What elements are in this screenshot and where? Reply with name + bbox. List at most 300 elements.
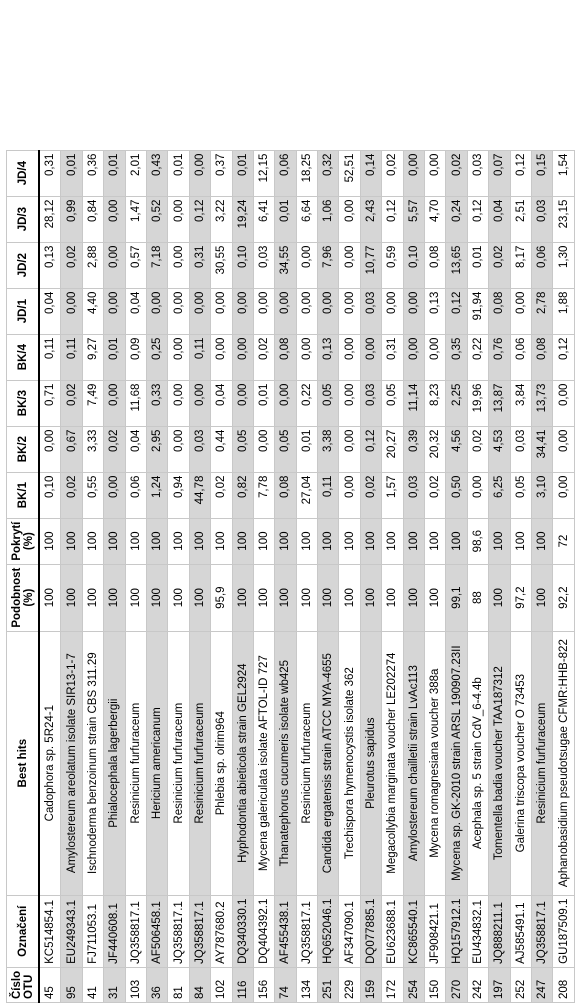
cell-otu: 95 bbox=[61, 967, 82, 1002]
cell-bk1: 0,50 bbox=[446, 472, 467, 518]
cell-best-hit: Thanatephorus cucumeris isolate wb425 bbox=[275, 631, 296, 895]
cell-coverage: 100 bbox=[403, 518, 424, 564]
cell-bk3: 0,00 bbox=[104, 380, 125, 426]
cell-coverage: 72 bbox=[553, 518, 574, 564]
cell-bk2: 0,05 bbox=[275, 426, 296, 472]
cell-coverage: 100 bbox=[339, 518, 360, 564]
cell-coverage: 100 bbox=[296, 518, 317, 564]
cell-coverage: 100 bbox=[232, 518, 253, 564]
header-jd2: JD/2 bbox=[7, 242, 40, 288]
cell-bk2: 0,02 bbox=[467, 426, 488, 472]
cell-bk4: 0,12 bbox=[553, 334, 574, 380]
cell-bk1: 0,08 bbox=[275, 472, 296, 518]
table-row bbox=[510, 150, 531, 1002]
cell-accession: GU187509.1 bbox=[553, 895, 574, 967]
cell-bk2: 0,12 bbox=[360, 426, 381, 472]
cell-otu: 270 bbox=[446, 967, 467, 1002]
cell-coverage: 100 bbox=[61, 518, 82, 564]
cell-bk4: 0,22 bbox=[467, 334, 488, 380]
cell-best-hit: Amylostereum chailletii strain LvAc113 bbox=[403, 631, 424, 895]
cell-bk2: 0,00 bbox=[553, 426, 574, 472]
table-row bbox=[189, 150, 210, 1002]
cell-jd3: 0,12 bbox=[382, 196, 403, 242]
cell-bk1: 0,02 bbox=[360, 472, 381, 518]
cell-similarity: 100 bbox=[39, 564, 61, 631]
cell-best-hit: Mycena sp. GK-2010 strain ARSL 190907.23II bbox=[446, 631, 467, 895]
cell-bk1: 0,11 bbox=[318, 472, 339, 518]
cell-jd1: 91,94 bbox=[467, 288, 488, 334]
cell-coverage: 100 bbox=[253, 518, 274, 564]
cell-bk4: 0,35 bbox=[446, 334, 467, 380]
cell-accession: EU434832.1 bbox=[467, 895, 488, 967]
cell-jd3: 4,70 bbox=[425, 196, 446, 242]
cell-bk1: 27,04 bbox=[296, 472, 317, 518]
cell-coverage: 100 bbox=[531, 518, 552, 564]
cell-similarity: 92,2 bbox=[553, 564, 574, 631]
header-jd1: JD/1 bbox=[7, 288, 40, 334]
cell-bk1: 0,00 bbox=[339, 472, 360, 518]
cell-accession: JQ358817.1 bbox=[189, 895, 210, 967]
cell-jd4: 12,15 bbox=[253, 150, 274, 196]
cell-jd2: 7,96 bbox=[318, 242, 339, 288]
cell-otu: 31 bbox=[104, 967, 125, 1002]
cell-jd2: 0,59 bbox=[382, 242, 403, 288]
cell-accession: JQ358817.1 bbox=[168, 895, 189, 967]
cell-jd2: 7,18 bbox=[146, 242, 167, 288]
cell-similarity: 100 bbox=[531, 564, 552, 631]
cell-bk4: 0,25 bbox=[146, 334, 167, 380]
cell-jd4: 0,00 bbox=[403, 150, 424, 196]
header-bk3: BK/3 bbox=[7, 380, 40, 426]
cell-jd3: 2,43 bbox=[360, 196, 381, 242]
header-best-hits: Best hits bbox=[7, 631, 40, 895]
cell-bk3: 0,71 bbox=[39, 380, 61, 426]
header-bk1: BK/1 bbox=[7, 472, 40, 518]
cell-coverage: 100 bbox=[489, 518, 510, 564]
cell-bk2: 0,00 bbox=[168, 426, 189, 472]
cell-bk4: 0,00 bbox=[232, 334, 253, 380]
cell-best-hit: Mycena romagnesiana voucher 388a bbox=[425, 631, 446, 895]
table-row bbox=[489, 150, 510, 1002]
cell-jd4: 18,25 bbox=[296, 150, 317, 196]
cell-coverage: 100 bbox=[189, 518, 210, 564]
cell-accession: DQ077885.1 bbox=[360, 895, 381, 967]
cell-jd4: 0,01 bbox=[168, 150, 189, 196]
cell-jd4: 0,01 bbox=[61, 150, 82, 196]
cell-jd4: 2,01 bbox=[125, 150, 146, 196]
cell-accession: JF440608.1 bbox=[104, 895, 125, 967]
cell-jd4: 0,36 bbox=[82, 150, 103, 196]
cell-jd3: 0,12 bbox=[467, 196, 488, 242]
cell-bk4: 0,00 bbox=[403, 334, 424, 380]
cell-jd3: 0,00 bbox=[104, 196, 125, 242]
cell-accession: JQ358817.1 bbox=[125, 895, 146, 967]
cell-jd1: 2,78 bbox=[531, 288, 552, 334]
cell-otu: 229 bbox=[339, 967, 360, 1002]
cell-bk3: 0,05 bbox=[318, 380, 339, 426]
cell-bk3: 8,23 bbox=[425, 380, 446, 426]
cell-jd2: 0,08 bbox=[425, 242, 446, 288]
cell-jd1: 0,00 bbox=[510, 288, 531, 334]
cell-jd3: 0,00 bbox=[339, 196, 360, 242]
cell-bk4: 0,11 bbox=[189, 334, 210, 380]
header-jd4: JD/4 bbox=[7, 150, 40, 196]
cell-jd2: 0,00 bbox=[339, 242, 360, 288]
cell-bk3: 0,00 bbox=[168, 380, 189, 426]
cell-best-hit: Acephala sp. 5 strain CdV_6-4.4b bbox=[467, 631, 488, 895]
cell-otu: 36 bbox=[146, 967, 167, 1002]
cell-bk1: 1,24 bbox=[146, 472, 167, 518]
cell-bk1: 0,03 bbox=[403, 472, 424, 518]
cell-bk1: 0,94 bbox=[168, 472, 189, 518]
cell-otu: 150 bbox=[425, 967, 446, 1002]
cell-similarity: 100 bbox=[189, 564, 210, 631]
cell-bk3: 0,00 bbox=[339, 380, 360, 426]
cell-jd2: 0,13 bbox=[39, 242, 61, 288]
cell-bk1: 3,10 bbox=[531, 472, 552, 518]
cell-bk2: 34,41 bbox=[531, 426, 552, 472]
table-row bbox=[296, 150, 317, 1002]
table-row bbox=[39, 150, 61, 1002]
cell-otu: 247 bbox=[531, 967, 552, 1002]
cell-jd2: 0,00 bbox=[168, 242, 189, 288]
cell-similarity: 100 bbox=[275, 564, 296, 631]
cell-jd3: 0,24 bbox=[446, 196, 467, 242]
cell-jd2: 2,88 bbox=[82, 242, 103, 288]
cell-otu: 197 bbox=[489, 967, 510, 1002]
cell-bk1: 7,78 bbox=[253, 472, 274, 518]
cell-jd3: 5,57 bbox=[403, 196, 424, 242]
cell-similarity: 100 bbox=[403, 564, 424, 631]
cell-bk4: 0,13 bbox=[318, 334, 339, 380]
cell-bk2: 0,67 bbox=[61, 426, 82, 472]
cell-accession: AF506458.1 bbox=[146, 895, 167, 967]
cell-similarity: 97,2 bbox=[510, 564, 531, 631]
cell-jd1: 0,00 bbox=[253, 288, 274, 334]
cell-bk3: 0,04 bbox=[211, 380, 232, 426]
cell-jd4: 0,32 bbox=[318, 150, 339, 196]
cell-bk2: 4,56 bbox=[446, 426, 467, 472]
cell-bk2: 20,27 bbox=[382, 426, 403, 472]
cell-best-hit: Mycena galericulata isolate AFTOL-ID 727 bbox=[253, 631, 274, 895]
cell-jd3: 19,24 bbox=[232, 196, 253, 242]
cell-jd3: 0,12 bbox=[189, 196, 210, 242]
cell-jd2: 0,00 bbox=[104, 242, 125, 288]
cell-best-hit: Pleurotus sapidus bbox=[360, 631, 381, 895]
header-accession: Označení bbox=[7, 895, 40, 967]
cell-best-hit: Resinicium furfuraceum bbox=[189, 631, 210, 895]
cell-bk4: 0,31 bbox=[382, 334, 403, 380]
cell-bk4: 0,00 bbox=[296, 334, 317, 380]
cell-similarity: 100 bbox=[382, 564, 403, 631]
cell-jd4: 0,14 bbox=[360, 150, 381, 196]
cell-best-hit: Phialocephala lagerbergii bbox=[104, 631, 125, 895]
cell-bk4: 0,02 bbox=[253, 334, 274, 380]
cell-bk2: 3,38 bbox=[318, 426, 339, 472]
cell-bk4: 0,00 bbox=[360, 334, 381, 380]
table-row bbox=[125, 150, 146, 1002]
cell-bk2: 0,00 bbox=[339, 426, 360, 472]
cell-similarity: 99,1 bbox=[446, 564, 467, 631]
cell-otu: 208 bbox=[553, 967, 574, 1002]
cell-accession: JQ888211.1 bbox=[489, 895, 510, 967]
cell-jd1: 4,40 bbox=[82, 288, 103, 334]
cell-bk3: 0,02 bbox=[61, 380, 82, 426]
cell-jd4: 0,15 bbox=[531, 150, 552, 196]
cell-bk1: 0,02 bbox=[61, 472, 82, 518]
cell-jd4: 0,03 bbox=[467, 150, 488, 196]
cell-jd2: 0,10 bbox=[232, 242, 253, 288]
cell-jd1: 0,00 bbox=[61, 288, 82, 334]
table-body bbox=[39, 150, 574, 1002]
cell-jd3: 3,22 bbox=[211, 196, 232, 242]
cell-accession: KC865540.1 bbox=[403, 895, 424, 967]
cell-best-hit: Ischnoderma benzoinum strain CBS 311.29 bbox=[82, 631, 103, 895]
cell-coverage: 100 bbox=[146, 518, 167, 564]
cell-accession: AF347090.1 bbox=[339, 895, 360, 967]
cell-coverage: 98,6 bbox=[467, 518, 488, 564]
cell-similarity: 100 bbox=[125, 564, 146, 631]
cell-jd1: 0,00 bbox=[168, 288, 189, 334]
cell-bk1: 0,00 bbox=[467, 472, 488, 518]
cell-jd1: 0,00 bbox=[296, 288, 317, 334]
header-similarity: Podobnost (%) bbox=[7, 564, 40, 631]
cell-best-hit: Hyphodontia abieticola strain GEL2924 bbox=[232, 631, 253, 895]
cell-jd1: 1,88 bbox=[553, 288, 574, 334]
cell-otu: 84 bbox=[189, 967, 210, 1002]
header-otu: Číslo OTU bbox=[7, 967, 40, 1002]
cell-bk3: 0,00 bbox=[275, 380, 296, 426]
cell-bk4: 0,08 bbox=[275, 334, 296, 380]
cell-bk1: 0,05 bbox=[510, 472, 531, 518]
cell-otu: 74 bbox=[275, 967, 296, 1002]
table-row bbox=[553, 150, 574, 1002]
cell-best-hit: Trechispora hymenocystis isolate 362 bbox=[339, 631, 360, 895]
cell-jd3: 0,04 bbox=[489, 196, 510, 242]
cell-jd2: 13,65 bbox=[446, 242, 467, 288]
cell-otu: 254 bbox=[403, 967, 424, 1002]
cell-jd1: 0,00 bbox=[211, 288, 232, 334]
cell-coverage: 100 bbox=[318, 518, 339, 564]
table-row bbox=[61, 150, 82, 1002]
cell-best-hit: Phlebia sp. olrim964 bbox=[211, 631, 232, 895]
cell-jd4: 0,12 bbox=[510, 150, 531, 196]
table-row bbox=[82, 150, 103, 1002]
cell-bk2: 0,02 bbox=[104, 426, 125, 472]
cell-bk1: 0,02 bbox=[425, 472, 446, 518]
cell-similarity: 100 bbox=[425, 564, 446, 631]
cell-similarity: 100 bbox=[489, 564, 510, 631]
cell-jd4: 0,02 bbox=[446, 150, 467, 196]
cell-bk1: 0,82 bbox=[232, 472, 253, 518]
cell-bk1: 0,02 bbox=[211, 472, 232, 518]
cell-jd2: 0,02 bbox=[61, 242, 82, 288]
cell-jd1: 0,04 bbox=[125, 288, 146, 334]
cell-bk4: 0,11 bbox=[61, 334, 82, 380]
cell-jd2: 0,01 bbox=[467, 242, 488, 288]
cell-coverage: 100 bbox=[39, 518, 61, 564]
cell-jd2: 0,10 bbox=[403, 242, 424, 288]
cell-accession: JF908421.1 bbox=[425, 895, 446, 967]
cell-bk4: 0,11 bbox=[39, 334, 61, 380]
cell-otu: 251 bbox=[318, 967, 339, 1002]
cell-similarity: 100 bbox=[253, 564, 274, 631]
cell-bk1: 0,10 bbox=[39, 472, 61, 518]
cell-coverage: 100 bbox=[104, 518, 125, 564]
cell-bk3: 0,05 bbox=[382, 380, 403, 426]
cell-bk3: 0,03 bbox=[360, 380, 381, 426]
cell-similarity: 95,9 bbox=[211, 564, 232, 631]
cell-similarity: 100 bbox=[82, 564, 103, 631]
cell-bk2: 0,04 bbox=[125, 426, 146, 472]
cell-bk1: 6,25 bbox=[489, 472, 510, 518]
cell-similarity: 100 bbox=[146, 564, 167, 631]
table-row bbox=[146, 150, 167, 1002]
cell-bk3: 7,49 bbox=[82, 380, 103, 426]
cell-jd2: 8,17 bbox=[510, 242, 531, 288]
cell-jd4: 0,01 bbox=[104, 150, 125, 196]
cell-best-hit: Candida ergatensis strain ATCC MYA-4655 bbox=[318, 631, 339, 895]
cell-accession: JQ358817.1 bbox=[531, 895, 552, 967]
cell-bk1: 0,00 bbox=[553, 472, 574, 518]
cell-otu: 156 bbox=[253, 967, 274, 1002]
cell-coverage: 100 bbox=[382, 518, 403, 564]
cell-jd1: 0,00 bbox=[232, 288, 253, 334]
cell-bk4: 0,08 bbox=[531, 334, 552, 380]
cell-jd1: 0,00 bbox=[146, 288, 167, 334]
cell-accession: JQ358817.1 bbox=[296, 895, 317, 967]
table-header bbox=[7, 150, 40, 1002]
table-row bbox=[275, 150, 296, 1002]
cell-jd3: 28,12 bbox=[39, 196, 61, 242]
cell-jd4: 1,54 bbox=[553, 150, 574, 196]
cell-bk3: 13,87 bbox=[489, 380, 510, 426]
cell-otu: 252 bbox=[510, 967, 531, 1002]
cell-accession: AJ585491.1 bbox=[510, 895, 531, 967]
cell-bk4: 0,00 bbox=[425, 334, 446, 380]
table-row bbox=[467, 150, 488, 1002]
table-row bbox=[232, 150, 253, 1002]
cell-otu: 102 bbox=[211, 967, 232, 1002]
cell-coverage: 100 bbox=[425, 518, 446, 564]
cell-bk2: 0,03 bbox=[510, 426, 531, 472]
cell-jd3: 6,41 bbox=[253, 196, 274, 242]
cell-bk3: 19,96 bbox=[467, 380, 488, 426]
cell-bk2: 0,01 bbox=[296, 426, 317, 472]
cell-coverage: 100 bbox=[510, 518, 531, 564]
cell-jd4: 0,07 bbox=[489, 150, 510, 196]
cell-bk2: 0,39 bbox=[403, 426, 424, 472]
table-row bbox=[531, 150, 552, 1002]
cell-similarity: 100 bbox=[232, 564, 253, 631]
cell-bk1: 0,06 bbox=[125, 472, 146, 518]
cell-bk2: 4,53 bbox=[489, 426, 510, 472]
cell-bk1: 1,57 bbox=[382, 472, 403, 518]
cell-best-hit: Hericium americanum bbox=[146, 631, 167, 895]
table-row bbox=[425, 150, 446, 1002]
cell-bk3: 0,22 bbox=[296, 380, 317, 426]
cell-bk4: 0,76 bbox=[489, 334, 510, 380]
cell-bk4: 0,00 bbox=[211, 334, 232, 380]
cell-jd3: 2,51 bbox=[510, 196, 531, 242]
cell-jd3: 23,15 bbox=[553, 196, 574, 242]
cell-best-hit: Resinicium furfuraceum bbox=[296, 631, 317, 895]
cell-jd3: 0,99 bbox=[61, 196, 82, 242]
cell-bk1: 44,78 bbox=[189, 472, 210, 518]
cell-jd2: 0,06 bbox=[531, 242, 552, 288]
table-row bbox=[211, 150, 232, 1002]
cell-otu: 41 bbox=[82, 967, 103, 1002]
cell-accession: AY787680.2 bbox=[211, 895, 232, 967]
cell-jd2: 0,31 bbox=[189, 242, 210, 288]
cell-jd1: 0,00 bbox=[382, 288, 403, 334]
cell-otu: 242 bbox=[467, 967, 488, 1002]
cell-bk3: 0,33 bbox=[146, 380, 167, 426]
cell-bk2: 0,00 bbox=[253, 426, 274, 472]
table-row bbox=[339, 150, 360, 1002]
cell-accession: HQ652046.1 bbox=[318, 895, 339, 967]
cell-jd1: 0,13 bbox=[425, 288, 446, 334]
cell-jd1: 0,04 bbox=[39, 288, 61, 334]
cell-jd4: 0,37 bbox=[211, 150, 232, 196]
cell-jd4: 0,06 bbox=[275, 150, 296, 196]
cell-best-hit: Cadophora sp. 5R24-1 bbox=[39, 631, 61, 895]
cell-bk3: 2,25 bbox=[446, 380, 467, 426]
cell-bk4: 0,00 bbox=[339, 334, 360, 380]
cell-otu: 81 bbox=[168, 967, 189, 1002]
table-row bbox=[360, 150, 381, 1002]
cell-similarity: 100 bbox=[318, 564, 339, 631]
cell-bk1: 0,55 bbox=[82, 472, 103, 518]
cell-best-hit: Resinicium furfuraceum bbox=[531, 631, 552, 895]
cell-accession: DQ340330.1 bbox=[232, 895, 253, 967]
cell-accession: AF455438.1 bbox=[275, 895, 296, 967]
cell-bk4: 0,01 bbox=[104, 334, 125, 380]
cell-coverage: 100 bbox=[125, 518, 146, 564]
cell-bk3: 0,00 bbox=[232, 380, 253, 426]
cell-bk2: 0,00 bbox=[39, 426, 61, 472]
cell-coverage: 100 bbox=[211, 518, 232, 564]
cell-jd3: 0,03 bbox=[531, 196, 552, 242]
cell-jd1: 0,00 bbox=[403, 288, 424, 334]
cell-bk4: 0,00 bbox=[168, 334, 189, 380]
cell-similarity: 100 bbox=[168, 564, 189, 631]
cell-jd2: 0,00 bbox=[296, 242, 317, 288]
table-row bbox=[168, 150, 189, 1002]
cell-accession: EU249343.1 bbox=[61, 895, 82, 967]
cell-bk4: 0,09 bbox=[125, 334, 146, 380]
table-row bbox=[403, 150, 424, 1002]
cell-jd1: 0,03 bbox=[360, 288, 381, 334]
cell-jd3: 1,06 bbox=[318, 196, 339, 242]
header-bk2: BK/2 bbox=[7, 426, 40, 472]
cell-jd2: 0,02 bbox=[489, 242, 510, 288]
cell-bk3: 0,00 bbox=[189, 380, 210, 426]
cell-jd2: 30,55 bbox=[211, 242, 232, 288]
cell-jd2: 1,30 bbox=[553, 242, 574, 288]
table-row bbox=[318, 150, 339, 1002]
cell-coverage: 100 bbox=[446, 518, 467, 564]
cell-bk3: 0,00 bbox=[553, 380, 574, 426]
cell-jd3: 0,01 bbox=[275, 196, 296, 242]
cell-bk2: 0,44 bbox=[211, 426, 232, 472]
cell-accession: HQ157912.1 bbox=[446, 895, 467, 967]
cell-bk3: 13,73 bbox=[531, 380, 552, 426]
cell-best-hit: Aphanobasidium pseudotsugae CFMR:HHB-822 bbox=[553, 631, 574, 895]
cell-best-hit: Galerina triscopa voucher O 73453 bbox=[510, 631, 531, 895]
header-bk4: BK/4 bbox=[7, 334, 40, 380]
cell-jd4: 0,00 bbox=[189, 150, 210, 196]
